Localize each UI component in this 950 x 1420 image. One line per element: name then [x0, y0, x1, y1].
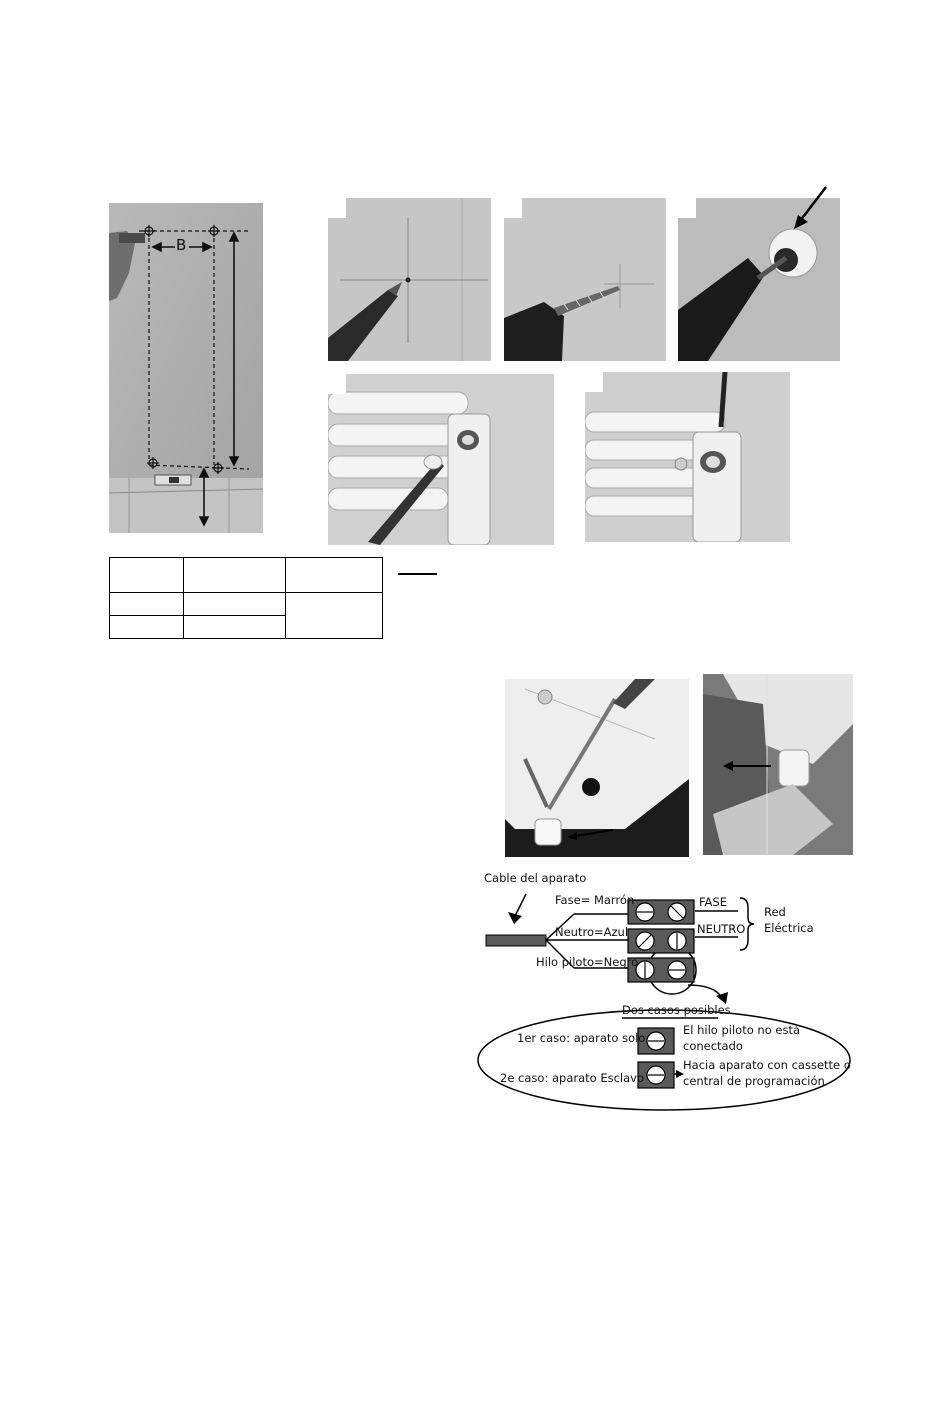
arrow-icon — [721, 758, 773, 774]
step-number-box — [328, 198, 346, 218]
step-number-box — [678, 198, 696, 218]
note-underline — [398, 573, 437, 575]
table-cell — [110, 616, 184, 639]
step-number-box — [585, 372, 603, 392]
cases-title: Dos casos posibles — [622, 1003, 731, 1017]
step-photo-bracket-right — [585, 372, 790, 542]
case2-desc-line2: central de programación — [683, 1074, 825, 1088]
cable-label: Cable del aparato — [484, 871, 587, 885]
dimension-table — [109, 557, 383, 639]
table-cell — [110, 558, 184, 593]
step-number-box — [328, 374, 346, 394]
case2-label: 2e caso: aparato Esclavo — [500, 1071, 645, 1085]
network-label-line2: Eléctrica — [764, 921, 814, 935]
network-label-line1: Red — [764, 905, 786, 919]
table-cell — [286, 593, 383, 639]
step-number-box — [504, 198, 522, 218]
photo-terminal-block — [703, 674, 853, 855]
table-cell — [286, 558, 383, 593]
arrow-icon — [790, 185, 830, 235]
table-cell — [184, 593, 286, 616]
table-cell — [184, 558, 286, 593]
arrow-icon — [565, 824, 615, 844]
fase-label: FASE — [699, 895, 727, 909]
step-photo-marking — [328, 198, 491, 361]
dimension-b-label: B — [176, 236, 187, 254]
neutro-label: NEUTRO — [697, 922, 746, 936]
case1-desc-line1: El hilo piloto no está — [683, 1023, 801, 1037]
step-photo-drilling — [504, 198, 666, 361]
phase-wire-label: Fase= Marrón — [555, 893, 635, 907]
step-photo-bracket-left — [328, 374, 554, 545]
pilot-wire-label: Hilo piloto=Negro — [536, 955, 639, 969]
case1-desc-line2: conectado — [683, 1039, 743, 1053]
table-cell — [184, 616, 286, 639]
case2-desc-line1: Hacia aparato con cassette o — [683, 1058, 851, 1072]
table-cell — [110, 593, 184, 616]
wall-drilling-photo — [109, 203, 263, 533]
neutral-wire-label: Neutro=Azul — [555, 925, 629, 939]
case1-label: 1er caso: aparato solo — [517, 1031, 646, 1045]
photo-terminal-cover — [505, 679, 689, 857]
